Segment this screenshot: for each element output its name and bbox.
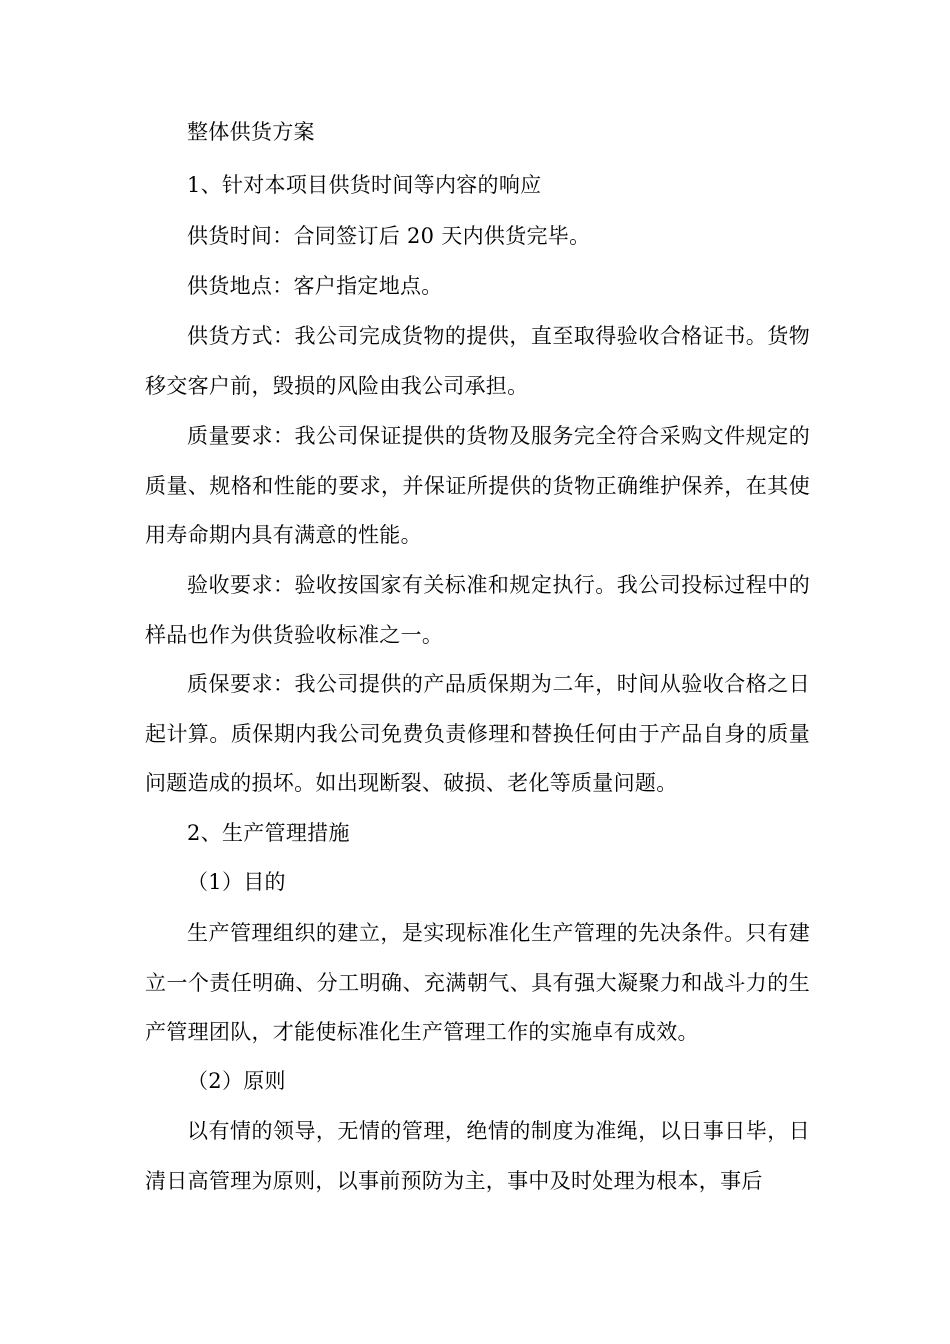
paragraph-supply-time: 供货时间：合同签订后 20 天内供货完毕。: [187, 224, 591, 248]
paragraph-supply-location: 供货地点：客户指定地点。: [187, 274, 443, 298]
subheading-principle: （2）原则: [187, 1069, 286, 1093]
document-title: 整体供货方案: [187, 120, 315, 144]
paragraph-supply-method: 供货方式：我公司完成货物的提供，直至取得验收合格证书。货物移交客户前，毁损的风险由我公司承担。: [145, 324, 810, 398]
section-heading-2: 2、生产管理措施: [187, 821, 350, 845]
paragraph-acceptance-requirements: 验收要求：验收按国家有关标准和规定执行。我公司投标过程中的样品也作为供货验收标准之一。: [145, 573, 810, 647]
paragraph-quality-requirements: 质量要求：我公司保证提供的货物及服务完全符合采购文件规定的质量、规格和性能的要求，并保证所提供的货物正确维护保养，在其使用寿命期内具有满意的性能。: [145, 424, 810, 547]
paragraph-principle: 以有情的领导，无情的管理，绝情的制度为准绳，以日事日毕，日清日高管理为原则，以事前预防为主，事中及时处理为根本，事后: [145, 1119, 810, 1193]
subheading-purpose: （1）目的: [187, 870, 286, 894]
paragraph-purpose: 生产管理组织的建立，是实现标准化生产管理的先决条件。只有建立一个责任明确、分工明确、充满朝气、具有强大凝聚力和战斗力的生产管理团队，才能使标准化生产管理工作的实施卓有成效。: [145, 921, 810, 1044]
section-heading-1: 1、针对本项目供货时间等内容的响应: [187, 173, 542, 197]
paragraph-warranty-requirements: 质保要求：我公司提供的产品质保期为二年，时间从验收合格之日起计算。质保期内我公司免费负责修理和替换任何由于产品自身的质量问题造成的损坏。如出现断裂、破损、老化等质量问题。: [145, 672, 810, 795]
